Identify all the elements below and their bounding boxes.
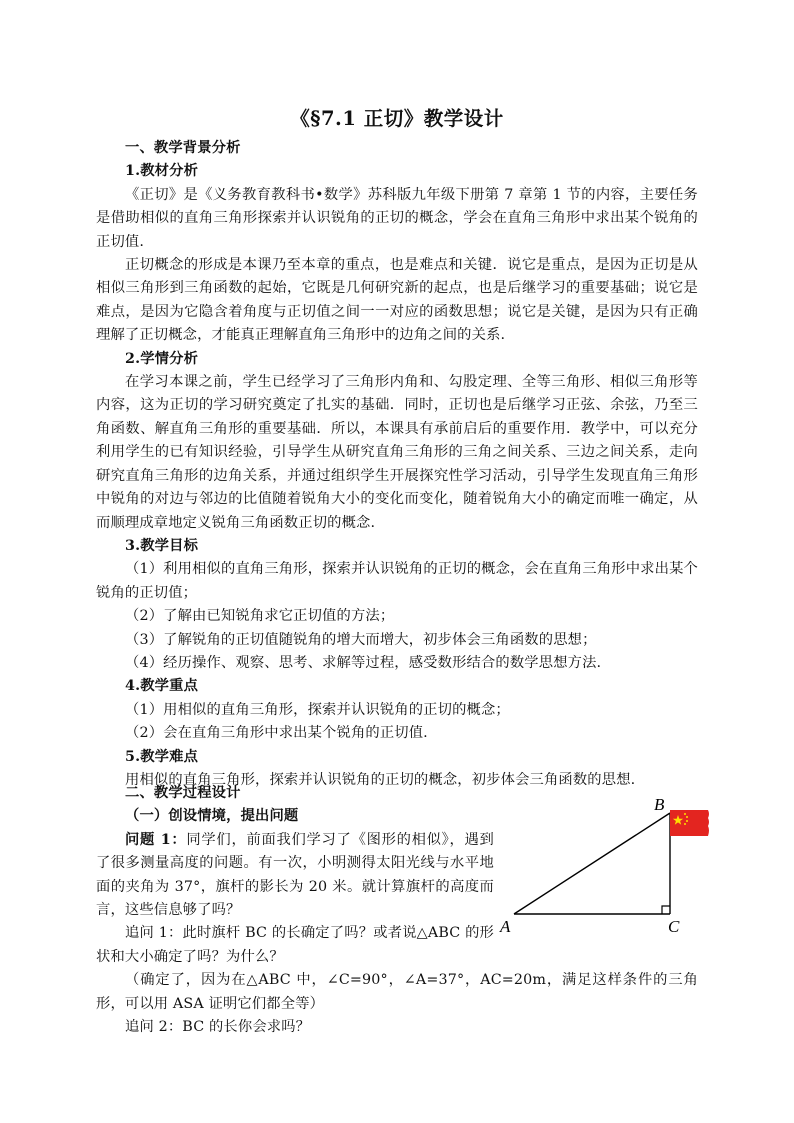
flag-icon	[670, 810, 709, 836]
paragraph-difficulties: 用相似的直角三角形，探索并认识锐角的正切的概念，初步体会三角函数的思想.	[125, 771, 636, 788]
document-title: 《§7.1 正切》教学设计	[290, 107, 504, 130]
key-point-item: （2）会在直角三角形中求出某个锐角的正切值.	[125, 725, 428, 742]
goal-item: （4）经历操作、观察、思考、求解等过程，感受数形结合的数学思想方法.	[125, 654, 602, 671]
right-angle-mark	[662, 906, 670, 914]
follow-up-1: 追问 1：此时旗杆 BC 的长确定了吗？或者说△ABC 的形状和大小确定了吗？为什么？	[96, 925, 494, 965]
paragraph-textbook-2: 正切概念的形成是本课乃至本章的重点，也是难点和关键．说它是重点，是因为正切是从相似三角形到三角函数的起始，它既是几何研究新的起点，也是后继学习的重要基础；说它是难点，是因为它隐含着角度与正切值之间一一对应的函数思想；说它是关键，是因为只有正确理解了正切概念，才能真正理解直角三角形中的边角之间的关系.	[96, 257, 698, 344]
goal-item: （2）了解由已知锐角求它正切值的方法；	[125, 608, 395, 625]
subheading-difficulties: 5.教学难点	[125, 748, 199, 765]
subheading-situation: （一）创设情境，提出问题	[125, 808, 299, 825]
paragraph-student-analysis: 在学习本课之前，学生已经学习了三角形内角和、勾股定理、全等三角形、相似三角形等内容，这为正切的学习研究奠定了扎实的基础．同时，正切也是后继学习正弦、余弦，乃至三角函数、解直角三角形的重要基础．所以，本课具有承前启后的重要作用．教学中，可以充分利用学生的已有知识经验，引导学生从研究直角三角形的三角之间关系、三边之间关系，走向研究直角三角形的边角关系，并通过组织学生开展探究性学习活动，引导学生发现直角三角形中锐角的对边与邻边的比值随着锐角大小的变化而变化，随着锐角大小的确定而唯一确定，从而顺理成章地定义锐角三角函数正切的概念.	[96, 374, 698, 531]
hypotenuse-ab	[514, 813, 670, 914]
subheading-key-points: 4.教学重点	[125, 678, 199, 695]
label-c: C	[668, 917, 680, 936]
question-1	[96, 829, 494, 923]
label-a: A	[500, 917, 511, 936]
paragraph-textbook-1: 《正切》是《义务教育教科书•数学》苏科版九年级下册第 7 章第 1 节的内容，主要任务是借助相似的直角三角形探索并认识锐角的正切的概念，学会在直角三角形中求出某个锐角的正切值.	[96, 186, 698, 250]
label-b: B	[654, 795, 665, 814]
subheading-student-analysis: 2.学情分析	[125, 350, 199, 367]
question-1-label: 问题 1：	[125, 831, 187, 848]
section-heading-background: 一、教学背景分析	[125, 140, 241, 156]
key-point-item: （1）用相似的直角三角形，探索并认识锐角的正切的概念；	[125, 701, 510, 718]
goal-item: （3）了解锐角的正切值随锐角的增大而增大，初步体会三角函数的思想；	[125, 631, 597, 648]
subheading-teaching-goals: 3.教学目标	[125, 537, 199, 554]
section-heading-process: 二、教学过程设计	[125, 785, 241, 801]
follow-up-1-answer: （确定了，因为在△ABC 中，∠C=90°，∠A=37°，AC=20m，满足这样条件的三角形，可以用 ASA 证明它们都全等）	[96, 972, 698, 1012]
document-body	[96, 137, 698, 792]
follow-up-2: 追问 2：BC 的长你会求吗？	[125, 1019, 311, 1036]
question-1-text: 同学们，前面我们学习了《图形的相似》，遇到了很多测量高度的问题。有一次，小明测得太阳光线与水平地面的夹角为 37°，旗杆的影长为 20 米。就计算旗杆的高度而言，这些信息够了吗？	[96, 831, 494, 919]
subheading-textbook-analysis: 1.教材分析	[125, 163, 199, 180]
goal-item: （1）利用相似的直角三角形，探索并认识锐角的正切的概念，会在直角三角形中求出某个锐角的正切值；	[96, 561, 698, 601]
flagpole-triangle-figure	[490, 788, 720, 948]
